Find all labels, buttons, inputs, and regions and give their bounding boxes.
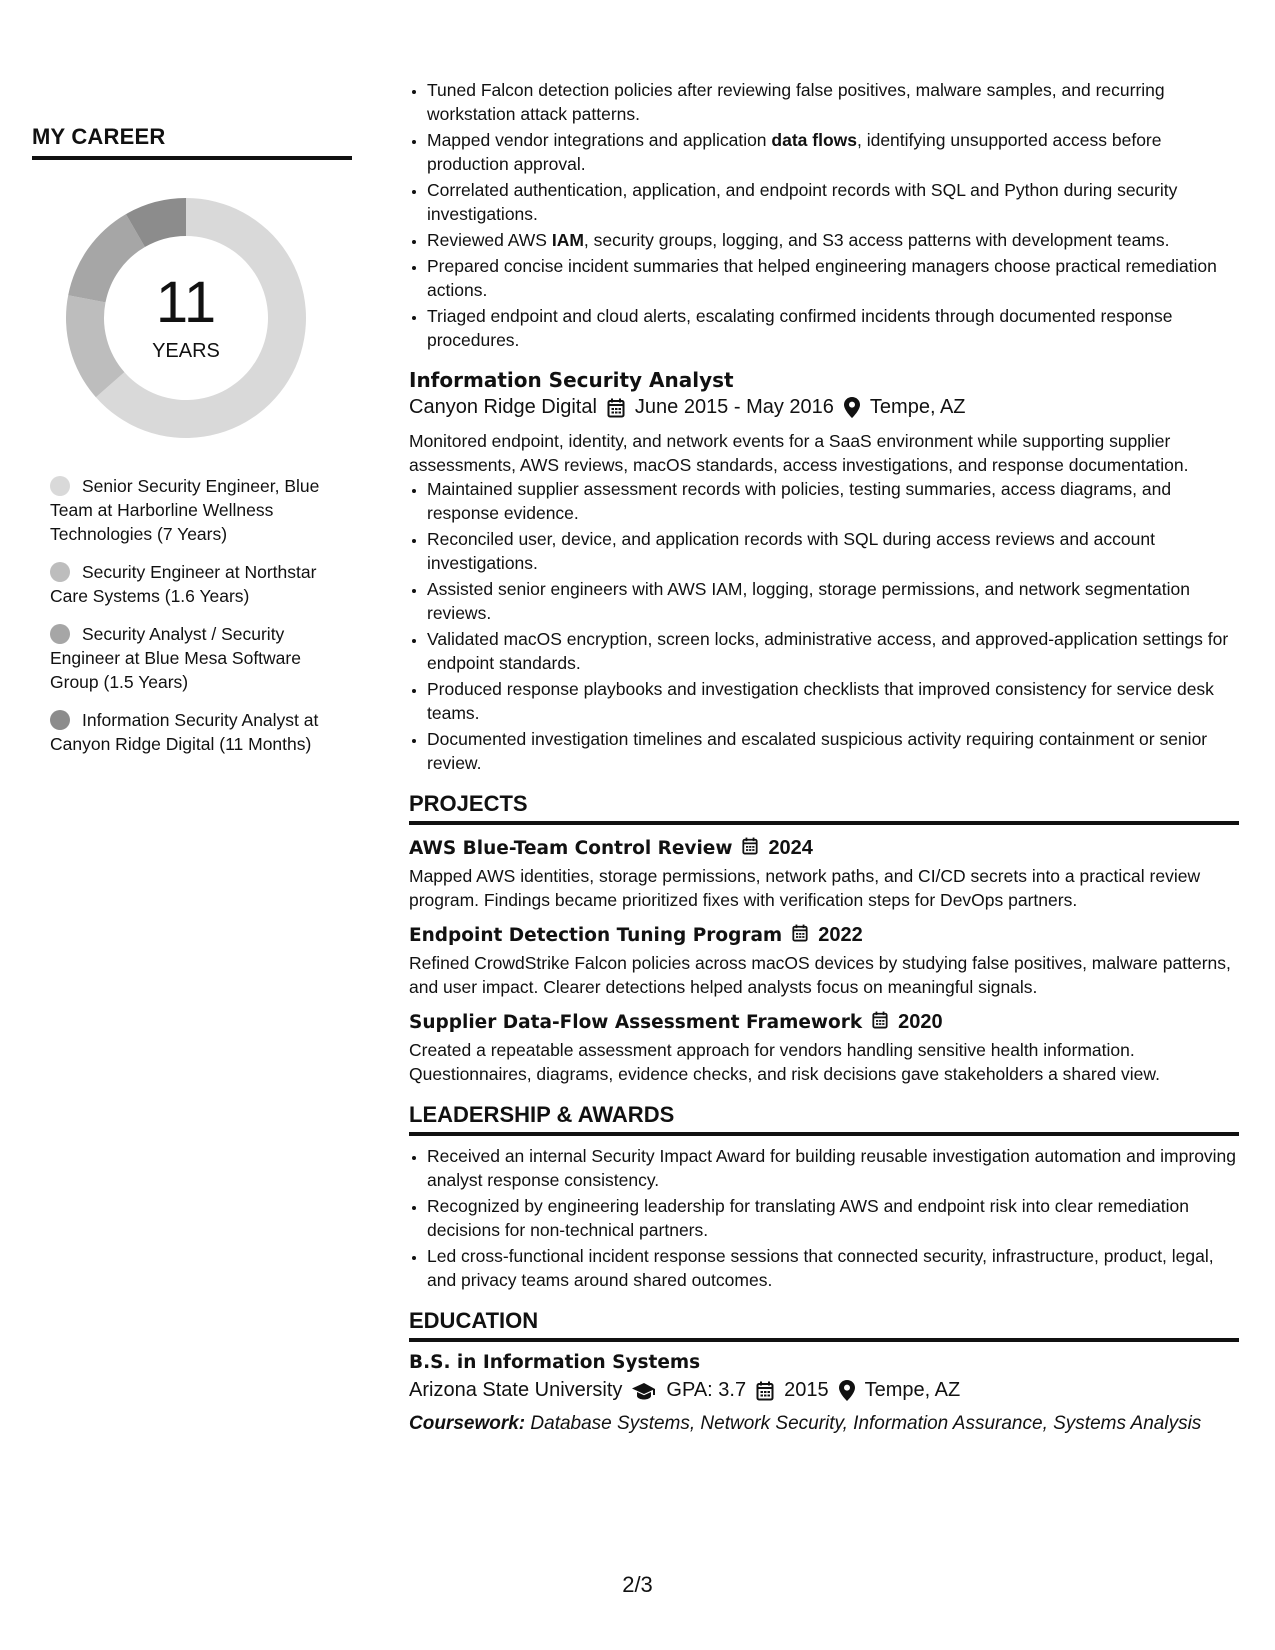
career-heading: MY CAREER bbox=[32, 124, 352, 160]
project-title: AWS Blue-Team Control Review bbox=[409, 838, 733, 859]
project-year: 2020 bbox=[898, 1011, 943, 1033]
bullet-item: • Maintained supplier assessment records with policies, testing summaries, access diagrams, and response evidence. bbox=[427, 477, 1239, 525]
bullet-item: • Assisted senior engineers with AWS IAM, logging, storage permissions, and network segmentation reviews. bbox=[427, 577, 1239, 625]
calendar-icon bbox=[872, 1011, 888, 1034]
project-item bbox=[409, 924, 1239, 999]
project-year: 2022 bbox=[818, 924, 863, 946]
school-name: Arizona State University bbox=[409, 1379, 623, 1401]
bullet-item: • Prepared concise incident summaries that helped engineering managers choose practical remediation actions. bbox=[427, 254, 1239, 302]
bullet-item: • Produced response playbooks and investigation checklists that improved consistency for service desk teams. bbox=[427, 677, 1239, 725]
bullet-item: • Documented investigation timelines and escalated suspicious activity requiring containment or senior review. bbox=[427, 727, 1239, 775]
bullet-text: Mapped vendor integrations and application bbox=[427, 130, 772, 150]
role-title: Information Security Analyst bbox=[409, 368, 734, 392]
project-item bbox=[409, 837, 1239, 912]
award-item: • Led cross-functional incident response sessions that connected security, infrastructure, product, legal, and privacy teams around shared outcomes. bbox=[427, 1244, 1239, 1292]
role-summary: Monitored endpoint, identity, and network events for a SaaS environment while supporting supplier assessments, AWS reviews, macOS standards, access investigations, and response documentation. bbox=[409, 431, 1189, 475]
role-meta bbox=[409, 396, 1239, 419]
project-title: Endpoint Detection Tuning Program bbox=[409, 925, 783, 946]
bullet-item: • Reconciled user, device, and application records with SQL during access reviews and account investigations. bbox=[427, 527, 1239, 575]
legend-label: Senior Security Engineer, Blue Team at Harborline Wellness Technologies (7 Years) bbox=[50, 476, 320, 544]
coursework-label: Coursework: bbox=[409, 1413, 526, 1434]
awards-list bbox=[409, 1144, 1239, 1292]
legend-swatch bbox=[50, 562, 70, 582]
bullet-item: • Validated macOS encryption, screen locks, administrative access, and approved-application settings for endpoint standards. bbox=[427, 627, 1239, 675]
graduation-year: 2015 bbox=[784, 1379, 829, 1401]
legend-swatch bbox=[50, 624, 70, 644]
main-column bbox=[409, 78, 1239, 1436]
bullet-text: Reviewed AWS bbox=[427, 230, 552, 250]
awards-heading: LEADERSHIP & AWARDS bbox=[409, 1102, 1239, 1136]
project-description: Created a repeatable assessment approach for vendors handling sensitive health information. Questionnaires, diagrams, evidence checks, and risk decisions gave stakeholders a shared view. bbox=[409, 1040, 1160, 1084]
donut-center bbox=[66, 198, 306, 438]
project-title-row bbox=[409, 1011, 1239, 1034]
map-pin-icon bbox=[839, 1380, 855, 1401]
calendar-icon bbox=[792, 924, 808, 947]
bullet-item: • Correlated authentication, application, and endpoint records with SQL and Python during security investigations. bbox=[427, 178, 1239, 226]
bullet-text: , security groups, logging, and S3 access patterns with development teams. bbox=[583, 230, 1170, 250]
legend-label: Information Security Analyst at Canyon Ridge Digital (11 Months) bbox=[50, 710, 319, 754]
award-item: • Recognized by engineering leadership for translating AWS and endpoint risk into clear remediation decisions for non-technical partners. bbox=[427, 1194, 1239, 1242]
bullet-keyword: data flows bbox=[771, 130, 857, 150]
total-years-unit: YEARS bbox=[152, 339, 220, 362]
legend-item bbox=[50, 622, 340, 694]
role-bullets bbox=[409, 477, 1239, 775]
career-donut-chart bbox=[66, 198, 306, 438]
gpa: GPA: 3.7 bbox=[666, 1379, 747, 1401]
project-title-row bbox=[409, 924, 1239, 947]
legend-item bbox=[50, 474, 340, 546]
previous-role-bullets bbox=[409, 78, 1239, 352]
project-year: 2024 bbox=[768, 837, 813, 859]
role-location: Tempe, AZ bbox=[869, 396, 966, 418]
total-years-value: 11 bbox=[155, 269, 217, 335]
project-description: Refined CrowdStrike Falcon policies across macOS devices by studying false positives, malware patterns, and user impact. Clearer detections helped analysts focus on meaningful signals. bbox=[409, 953, 1231, 997]
bullet-text: , identifying unsupported access before production approval. bbox=[427, 130, 1162, 174]
coursework-list: Database Systems, Network Security, Information Assurance, Systems Analysis bbox=[525, 1413, 1202, 1434]
bullet-item: • Triaged endpoint and cloud alerts, escalating confirmed incidents through documented response procedures. bbox=[427, 304, 1239, 352]
career-legend bbox=[50, 474, 340, 756]
project-description: Mapped AWS identities, storage permissions, network paths, and CI/CD secrets into a practical review program. Findings became prioritized fixes with verification steps for DevOps partners. bbox=[409, 866, 1201, 910]
bullet-item bbox=[427, 228, 1239, 252]
graduation-cap-icon bbox=[632, 1382, 656, 1400]
career-sidebar bbox=[32, 124, 352, 770]
bullet-item: • Tuned Falcon detection policies after reviewing false positives, malware samples, and recurring workstation attack patterns. bbox=[427, 78, 1239, 126]
legend-item bbox=[50, 560, 340, 608]
legend-label: Security Engineer at Northstar Care Systems (1.6 Years) bbox=[50, 562, 317, 606]
project-title: Supplier Data-Flow Assessment Framework bbox=[409, 1012, 863, 1033]
project-item bbox=[409, 1011, 1239, 1086]
company-name: Canyon Ridge Digital bbox=[409, 396, 597, 418]
legend-swatch bbox=[50, 476, 70, 496]
coursework bbox=[409, 1412, 1239, 1436]
award-item: • Received an internal Security Impact Award for building reusable investigation automation and improving analyst response consistency. bbox=[427, 1144, 1239, 1192]
map-pin-icon bbox=[844, 397, 860, 418]
projects-heading: PROJECTS bbox=[409, 791, 1239, 825]
education-heading: EDUCATION bbox=[409, 1308, 1239, 1342]
calendar-icon bbox=[742, 837, 758, 860]
school-location: Tempe, AZ bbox=[864, 1379, 961, 1401]
project-title-row bbox=[409, 837, 1239, 860]
calendar-icon bbox=[607, 398, 625, 418]
degree-title: B.S. in Information Systems bbox=[409, 1352, 701, 1373]
bullet-keyword: IAM bbox=[551, 230, 584, 250]
education-meta bbox=[409, 1379, 1239, 1402]
legend-label: Security Analyst / Security Engineer at Blue Mesa Software Group (1.5 Years) bbox=[50, 624, 301, 692]
bullet-item bbox=[427, 128, 1239, 176]
calendar-icon bbox=[756, 1381, 774, 1401]
page-number: 2/3 bbox=[622, 1572, 653, 1597]
role-dates: June 2015 - May 2016 bbox=[634, 396, 834, 418]
legend-swatch bbox=[50, 710, 70, 730]
legend-item bbox=[50, 708, 340, 756]
